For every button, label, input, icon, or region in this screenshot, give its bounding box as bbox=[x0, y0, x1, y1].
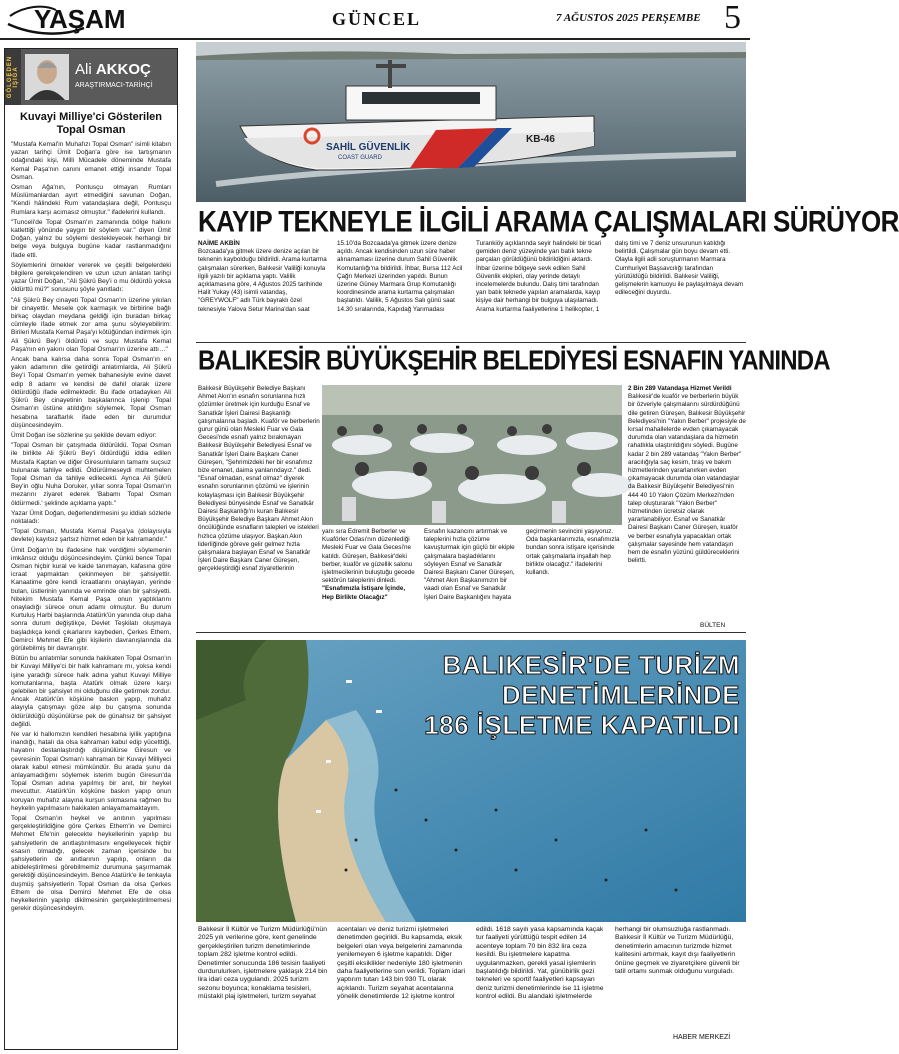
column-paragraph: "Topal Osman bir çatışmada öldürüldü. Topal Osman ile birlikte Ali Şükrü Bey'i öldürdüğü iddia edilen Mustafa Kaptan ve diğer Giresunluların tamamı suçsuz bulunarak tahliye edildi. Öldürülmeseydi muhtemelen Topal Osman da tahliye edilecekti. Ayrıca Ali Şükrü Bey'in oğlu Nuha Doruker, yıllar sonra Topal Osman'ın mezarını ziyaret ederek 'Babamı Topal Osman öldürmedi.' şeklinde açıklama yaptı." bbox=[11, 442, 171, 507]
story-tourism-body: Balıkesir İl Kültür ve Turizm Müdürlüğü'nün 2025 yılı verilerine göre, kent genelinde gerçekleştirilen turizm denetimlerinde toplam 282 işletme kontrol edildi. Denetimler sonucunda 186 tesisin faaliyeti durdurulurken, işletmelere yaklaşık 214 bin lira idari ceza uygulandı. 2025 turizm sezonu boyunca; konaklama tesisleri, müstakil plaj işletmeleri, turizm seyahat acentaları ve deniz turizmi işletmeleri denetimden geçirildi. Bu kapsamda, eksik belgeleri olan veya belgelerini zamanında yenilemeyen 6 işletme kapatıldı. Diğer çeşitli eksiklikler nedeniyle 180 işletmenin daha faaliyetlerine son verildi. Toplam idari yaptırım tutarı 143 bin 930 TL olarak açıklandı. Turizm seyahat acentalarına yönelik denetimlerde 12 işletme kontrol edildi. 1618 sayılı yasa kapsamında kaçak tur faaliyeti yürüttüğü tespit edilen 14 acenteye toplam 70 bin 832 lira ceza kesildi. Bu işletmelere kapatma uygulanmazken, gerekli yasal işlemlerin başlatıldığı bildirildi. Yat, günübirlik gezi tekneleri ve sportif faaliyetleri kapsayan deniz turizmi denetimlerinde ise 11 işletme kontrol edildi. Bu alandaki işletmelerde herhangi bir olumsuzluğa rastlanmadı. Balıkesir İl Kültür ve Turizm Müdürlüğü, denetimlerin amacının turizmde hizmet kalitesini artırmak, kayıt dışı faaliyetlerin önüne geçmek ve ziyaretçilere güvenli bir tatil ortamı sunmak olduğunu vurguladı. bbox=[198, 926, 740, 1001]
story-lost-boat-body bbox=[198, 240, 746, 340]
headline-esnaf: BALIKESİR BÜYÜKŞEHİR BELEDİYESİ ESNAFIN YANINDA bbox=[198, 345, 830, 377]
issue-date: 7 AĞUSTOS 2025 PERŞEMBE bbox=[556, 12, 701, 24]
boat-label-1: SAHİL GÜVENLİK bbox=[326, 142, 411, 153]
story-text: Esnafın kazancını artırmak ve taleplerini hızla çözüme kavuşturmak için güçlü bir ekiple çalışmalara başladıklarını söyleyen Esnaf ve Sanatkâr Dairesi Başkanı Caner Güreşen, "Ahmet Akın Başkanımızın bir vaadi olan Esnaf ve Sanatkâr İşleri Daire Başkanlığını hayata geçirmenin sevincini yaşıyoruz. Oda başkanlarımızla, esnafımızla bundan sonra istişare içerisinde ortak çalışmalarla inşallah hep birlikte olacağız." ifadelerini kullandı. bbox=[424, 528, 620, 601]
column-paragraph: "Topal Osman, Mustafa Kemal Paşa'ya (dolayısıyla devlete) kayıtsız şartsız hizmet eden bir kahramandır." bbox=[11, 528, 171, 544]
column-paragraph: Osman Ağa'nın, Pontusçu olmayan Rumları Müslümanlardan ayırt etmediğini savunan Doğan, "Kendi hâlindeki Rum vatandaşlara değil, Pontusçu Rumlara karşı acımasız olmuştur." ifadelerini kullandı. bbox=[11, 184, 171, 216]
logo-text: YAŞAM bbox=[34, 4, 126, 34]
story-text: yanı sıra Edremit Berberler ve Kuaförler Odası'nın düzenlediği Mesleki Fuar ve Gala Gecesi'ne katıldı. Güreşen, Balıkesir'deki berber, kuaför ve güzellik salonu işletmecilerinin buluştuğu gecede sektörün taleplerini dinledi. bbox=[322, 528, 415, 585]
credit-haber-merkezi: HABER MERKEZİ bbox=[670, 1034, 730, 1041]
boat-label-2: COAST GUARD bbox=[338, 155, 382, 161]
column-paragraph: Ümit Doğan'ın bu ifadesine hak verdiğimi söylemenin imkânsız olduğu düşüncesindeyim. Çünkü bence Topal Osman hiçbir kural ve kaide tanımayan, kafasına göre icraat yapmaktan çekinmeyen bir şahsiyettir. Kanaatime göre kendi icraatlarını onaylayan, yerinde bulan, üstlerinin yanında ve emrinde olan bir şahsiyetti. Nitekim Mustafa Kemal Paşa onun yaptıklarını onayladığı sürece onun adamı olmuştur. Bu durum Kurtuluş Harbi başlarında Atatürk'ün yanında olup daha sonra durum değiştikçe, Devlet Teşkilatı oluşmaya başladıkça kendi çıkarlarını kaybeden, Çerkes Ethem, Demirci Mehmet Efe gibi kişilerin davranışlarında da görülebilmiş bir davranıştır. bbox=[11, 546, 171, 652]
yasam-logo bbox=[4, 2, 174, 36]
column-kicker: GÖLGEDEN IŞIĞA bbox=[5, 49, 21, 105]
column-paragraph: Topal Osman'ın heykel ve anıtının yapılması gerçekleştirildiğine göre Çerkes Ethem'in ve Demirci Mehmet Efe'nin gelecekte heykellerinin yapılıp bu şahsiyetlerin de anıtlaştırılmasını engelleyecek hiçbir esasın olmadığı, gelecek zaman içerisinde bu şahsiyetlerin de anıtlarının yapılıp, onların da abideleştirilmesi görebilmemiz durumuna şaşırmamak gerektiği düşüncesindeyim. Bence Atatürk'e ile tenkayla duşmüş şahsiyetlerin Topal Osman da olsa Çerkes Ethem de olsa Demirci Mehmet Efe de olsa heykellerinin yapılıp dikilmesinin gerçekleştirilmemesi gerekir düşüncesindeyim. bbox=[11, 815, 171, 913]
masthead bbox=[0, 0, 750, 40]
story-text: Bozcaada'ya gitmek üzere denize açılan bir teknenin kaybolduğu bildirildi. Arama kurtarma çalışmaları sürerken, Balıkesir Valiliği konuyla ilgili yazılı bir açıklama yaptı. Valilik açıklamasına göre, 4 Ağustos 2025 tarihinde Halit Yukay (43) isimli vatandaş, "GREYWOLF" adlı Türk bayraklı özel teknesiyle Yalova Setur Marina'dan saat 15.10'da Bozcaada'ya gitmek üzere denize açıldı. Ancak kendisinden uzun süre haber alınamaması üzerine durum Sahil Güvenlik Komutanlığı'na bildirildi. İhbar, Bursa 112 Acil Çağrı Merkezi üzerinden yapıldı. Bunun üzerine Güney Marmara Grup Komutanlığı koordinesinde arama kurtarma çalışmaları başlatıldı. Valilik, 5 Ağustos Salı günü saat 14.30 sıralarında, Kapıdağ Yarımadası Turankiöy açıklarında seyir halindeki bir ticari gemiden deniz yüzeyinde yarı batık tekne parçaları görüldüğünü bildirildiğini aktardı. İhbar üzerine bölgeye sevk edilen Sahil Güvenlik ekipleri, olay yerinde detaylı incelemelerde bulundu. Dalış timi tarafından yarı batık teknede yapılan aramalarda, kayıp kişiye dair herhangi bir bulguya ulaşılamadı. Arama kurtarma faaliyetlerine 1 helikopter, 1 dalış timi ve 7 deniz unsurunun katıldığı belirtildi. Çalışmalar gün boyu devam etti. Olayla ilgili adli soruşturmanın Marmara Cumhuriyet Başsavcılığı tarafından yürütüldüğü bildirildi. Balıkesir Valiliği, gelişmelerin kamuoyu ile paylaşılmaya devam edileceğini duyurdu. bbox=[198, 240, 744, 313]
story-esnaf-right bbox=[628, 385, 746, 623]
column-paragraph: Yazar Ümit Doğan, değerlendirmesini şu iddialı sözlerle noktaladı: bbox=[11, 509, 171, 525]
author-name: Ali AKKOÇ bbox=[75, 61, 151, 78]
credit-bulten: BÜLTEN bbox=[700, 622, 726, 629]
boat-hull-number: KB-46 bbox=[526, 134, 555, 145]
page-number: 5 bbox=[724, 0, 741, 36]
column-paragraph: Ümit Doğan ise sözlerine şu şekilde devam ediyor: bbox=[11, 431, 157, 439]
column-paragraph: Ne var ki halkımızın kendileri hesabına iyilik yaptığına inandığı, hatalı da olsa kahraman kabul edip yücelttiği, hayatını destanlaştırdığı düşünülürse Giresun ve çevresinin Topal Osman'ı kahraman bir Kuvayi Milliyeci olarak kabul etmesi mümkündür. Bu arada şunu da anlayamadığımı söylemek isterim bugün Giresun'da Topal Osman adına yapılmış bir anıt, bir heykel mevcuttur. Atatürk'ün köşküne baskın yapıp onun koruyan muhafız alayına kurşun sıkmasına rağmen bu heykelin yapılmasını hakikaten anlayamamaktayım. bbox=[11, 731, 171, 812]
subhead-istisare: "Esnafımızla İstişare İçinde, Hep Birlikte Olacağız" bbox=[322, 585, 406, 601]
author-portrait-icon bbox=[25, 54, 69, 100]
column-paragraph: Bütün bu anlatımlar sonunda hakikaten Topal Osman'ın bir Kuvayi Milliye'ci bir halk kahramanı mı, yoksa kendi işine yaradığı sürece halk adına yahut Kuvayi Milliye komutanlarına, başta Atatürk olmak üzere karşı gelebilen bir şahsiyet mi olduğunu dile getirmek zordur. Ancak Atatürk'ün köşküne baskın yapıp, muhafız alayıyla çatışmayı göze alıp bu çatışma sonunda öldürüldüğü düşünülürse pek de günahsız bir şahsiyet değildi. bbox=[11, 655, 171, 728]
gala-dinner-photo bbox=[322, 385, 622, 525]
headline-lost-boat: KAYIP TEKNEYLE İLGİLİ ARAMA ÇALIŞMALARI SÜRÜYOR bbox=[198, 204, 899, 239]
column-paragraph: "Mustafa Kemal'in Muhafızı Topal Osman" isimli kitabın yazarı tarihçi Ümit Doğan'a göre ise tartışmanın odağındaki kişi, Milli Mücadele döneminde Mustafa Kemal Paşa'nın canını emanet ettiği insandır Topal Osman. bbox=[11, 141, 171, 181]
column-paragraph: Ancak bana kalırsa daha sonra Topal Osman'ın en yakın adamının dile getirdiği anlatımlarda, Ali Şükrü Bey'i Topal Osman'ın yemek bahanesiyle evine davet edip 8 adamı ve kendisi de dahil olarak üzere öldürdüğü ifade edilmektedir. Bu ifade ortadayken Ali Şükrü Bey cinayetinin başkalarınca işlenip Topal Osman'ın üstüne atıldığını söylemek, Topal Osman hesabına taraftarlık ifade eden bir durumdur düşüncesindeyim. bbox=[11, 356, 171, 429]
author-header bbox=[5, 49, 177, 105]
subhead-2289: 2 Bin 289 Vatandaşa Hizmet Verildi bbox=[628, 385, 732, 392]
divider bbox=[196, 632, 746, 633]
story-esnaf-col1: Balıkesir Büyükşehir Belediye Başkanı Ahmet Akın'ın esnafın sorunlarına hızlı çözümler üretmek için kurduğu Esnaf ve Sanatkâr İşleri Dairesi Başkanlığı çalışmalarına başladı. Kuaför ve berberlerin gurur günü olan Mesleki Fuar ve Gala Gecesi'nde esnafı yalnız bırakmayan Balıkesir Büyükşehir Belediyesi Esnaf ve Sanatkâr İşleri Daire Başkanı Caner Güreşen, "Şehrimizdeki her bir esnafımız bize emanet, daima yanlarındayız." dedi. "Esnaf olmadan, esnaf olmaz" diyerek esnafın sorunlarının çözümü ve işlerinin kolaylaşması için Balıkesir Büyükşehir Belediyesi bünyesinde Esnaf ve Sanatkâr Dairesi Başkanlığı'nı kuran Balıkesir Büyükşehir Belediye Başkanı Ahmet Akın öncülüğünde esnafların talepleri ve istekleri hızlıca çözüme ulaşıyor. Başkan Akın liderliğinde göreve gelir gelmez hızla çalışmalara başlayan Esnaf ve Sanatkâr İşleri Daire Başkanı Caner Güreşen, gerçekleştirdiği esnaf ziyaretlerinin bbox=[198, 385, 320, 573]
headline-tourism-line-3: 186 İŞLETME KAPATILDI bbox=[424, 710, 740, 740]
column-paragraph: Söylemlerini örnekler vererek ve çeşitli belgelerdeki bilgilere gerekçelendiren ve uzun uzun anlatan tarihçi yazar Ümit Doğan, "Ali Şükrü Bey'i o mu öldürdü yoksa öldürttü mü?" sorusunu şöyle yanıtladı: bbox=[11, 261, 171, 294]
section-name: GÜNCEL bbox=[332, 9, 422, 29]
column-title: Kuvayi Milliye'ci Gösterilen Topal Osman bbox=[19, 111, 162, 136]
opinion-column bbox=[4, 48, 178, 1050]
author-title: ARAŞTIRMACI-TARİHÇİ bbox=[75, 82, 153, 89]
column-paragraph: "Ali Şükrü Bey cinayeti Topal Osman'ın üzerine yıkılan bir cinayettir. Mesele çok karmaşık ve birbirine bağlı birkaç olaydan meydana geldiği için buradan birkaç cümleyle ifade etmek zor ama şunu söyleyebilirim: Birileri Mustafa Kemal Paşa'yı kötüğündan indirmek için Ali Şükrü Bey'i öldürdü ve suçu Mustafa Kemal Paşa'nın en yakını olan Topal Osman'ın üzerine attı…" bbox=[11, 296, 171, 353]
divider bbox=[196, 342, 746, 343]
byline: NAİME AKBİN bbox=[198, 240, 240, 247]
column-paragraph: "Tunceli'de Topal Osman'ın zamanında bölge halkını katlettiği yönünde yaygın bir söylem var." diyen Ümit Doğan, yalnız bu söylemi destekleyecek herhangi bir belge veya bulguya bugüne kadar rastlanmadığını ifade etti. bbox=[11, 218, 171, 259]
column-body bbox=[5, 141, 177, 913]
coast-guard-boat-photo bbox=[196, 42, 746, 202]
story-text: Balıkesir'de kuaför ve berberlerin büyük bir özveriyle çalışmalarını sürdürdüğünü dile getiren Güreşen, Balıkesir Büyükşehir Belediyesi'nin "Yakın Berber" projesiyle de kırsal mahallelerde evden çıkamayacak durumda olan vatandaşlara da hizmetin rahatlıkla ulaştırıldığını söyledi. Bugüne kadar 2 bin 289 vatandaş "Yakın Berber" aracılığıyla saç kesim, tıraş ve bakım hizmetlerinden yararlanırken evden çıkamayacak durumda olan vatandaşlar da Balıkesir Büyükşehir Belediyesi'nin 444 40 10 Yakın Çözüm Merkezi'nden talep oluşturarak "Yakın Berber" hizmetinden ücretsiz olarak yararlanabiliyor. Esnaf ve Sanatkâr Dairesi Başkanı Caner Güreşen, kuaför ve berber esnafıyla yapacakları ortak çalışmalar sayesinde hem vatandaşın hem de esnafın yüzünü güldüreceklerini belirtti. bbox=[628, 393, 746, 565]
headline-tourism bbox=[420, 650, 740, 740]
headline-tourism-line-2: DENETİMLERİNDE bbox=[501, 680, 740, 710]
story-esnaf-mid bbox=[322, 528, 622, 620]
headline-tourism-line-1: BALIKESİR'DE TURİZM bbox=[442, 650, 740, 680]
